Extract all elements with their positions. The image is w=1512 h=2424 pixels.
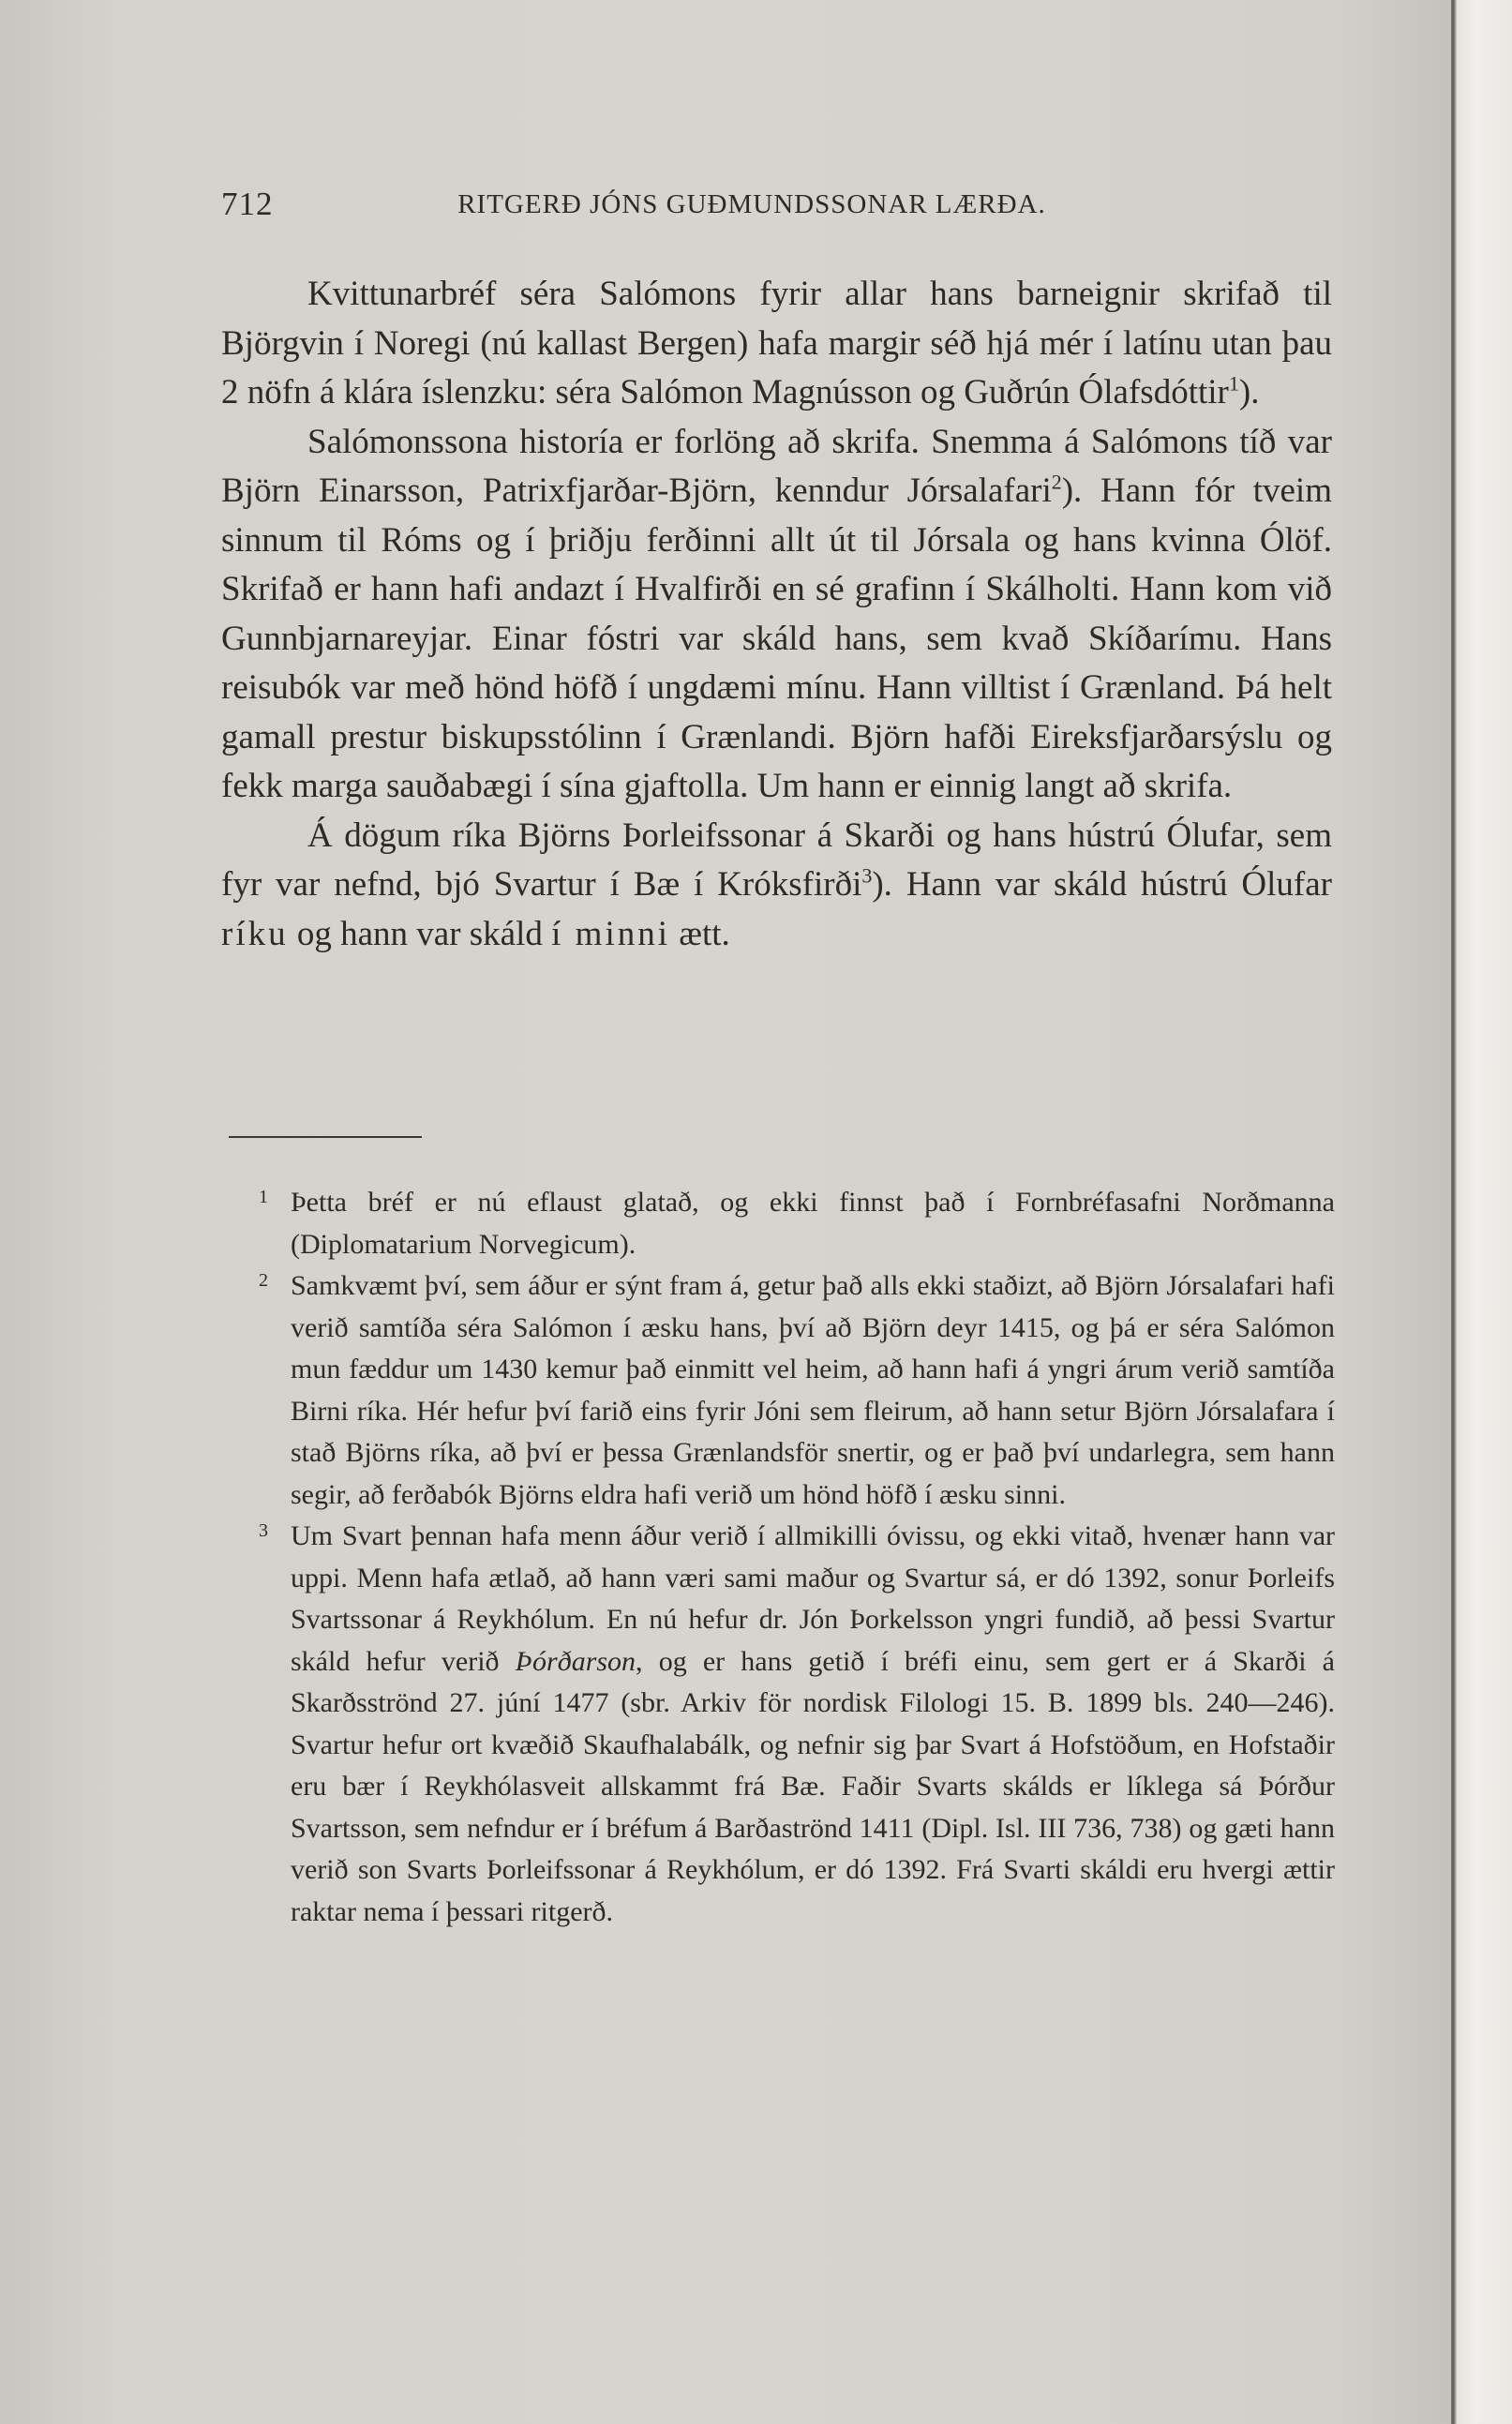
paragraph-2-end: ). Hann fór tveim sinnum til Róms og í þriðju ferðinni allt út til Jórsala og hans kvinna Ólöf. Skrifað er hann hafi andazt í Hvalfirði en sé grafinn í Skálholti. Hann kom við Gunnbjarnareyjar. Einar fóstri var skáld hans, sem kvað Skíðarímu. Hans reisubók var með hönd höfð í ungdæmi mínu. Hann villtist í Grænland. Þá helt gamall prestur biskupsstólinn í Grænlandi. Björn hafði Eireksfjarðarsýslu og fekk marga sauðabægi í sína gjaftolla. Um hann er einnig langt að skrifa. [221, 471, 1332, 805]
footnote-italic-name: Þórðarson [515, 1645, 636, 1677]
emphasis-riku: ríku [221, 914, 289, 953]
footnote-ref-1: 1 [1228, 371, 1239, 396]
footnote-text-b: , og er hans getið í bréfi einu, sem gert er á Skarði á Skarðsströnd 27. júní 1477 (sbr. Arkiv för nordisk Filologi 15. B. 1899 bls. 240—246). Svartur hefur ort kvæðið Skaufhalabálk, og nefnir sig þar Svart á Hofstöðum, en Hofstaðir eru bær í Reykhólasveit allskammt frá Bæ. Faðir Svarts skálds er líklega sá Þórður Svartsson, sem nefndur er í bréfum á Barðaströnd 1411 (Dipl. Isl. III 736, 738) og gæti hann verið son Svarts Þorleifssonar á Reykhólum, er dó 1392. Frá Svarti skáldi eru hvergi ættir raktar nema í þessari ritgerð. [291, 1645, 1335, 1927]
footnote-text-a: Um Svart þennan hafa menn áður verið í allmikilli óvissu, og ekki vitað, hvenær hann var uppi. Menn hafa ætlað, að hann væri sami maður og Svartur sá, er dó 1392, sonur Þorleifs Svartssonar á Reykhólum. En nú hefur dr. Jón Þorkelsson yngri fundið, að þessi Svartur skáld hefur verið [291, 1520, 1335, 1677]
emphasis-i-minni: í minni [551, 914, 671, 953]
footnote-ref-3: 3 [861, 863, 873, 888]
paragraph-1 [221, 270, 1332, 418]
footnote-ref-2: 2 [1051, 470, 1062, 494]
footnote-mark: 3 [259, 1520, 268, 1541]
footnote-mark: 2 [259, 1270, 268, 1291]
paragraph-3-mid2: og hann var skáld [288, 914, 552, 953]
footnote-text: Samkvæmt því, sem áður er sýnt fram á, getur það alls ekki staðizt, að Björn Jórsalafari hafi verið samtíða séra Salómon í æsku hans, því að Björn deyr 1415, og þá er séra Salómon mun fæddur um 1430 kemur það einmitt vel heim, að hann hafi á yngri árum verið samtíða Birni ríka. Hér hefur því farið eins fyrir Jóni sem fleirum, að hann setur Björn Jórsalafara í stað Björns ríka, að því er þessa Grænlandsför snertir, og er það því undarlegra, sem hann segir, að ferðabók Björns eldra hafi verið um hönd höfð í æsku sinni. [291, 1270, 1335, 1510]
paragraph-2 [221, 418, 1332, 812]
page-header [221, 186, 1170, 232]
running-title: RITGERÐ JÓNS GUÐMUNDSSONAR LÆRÐA. [457, 189, 1046, 219]
paragraph-3-start: Á dögum ríka Björns Þorleifssonar á Skarði og hans hústrú Ólufar, sem fyr var nefnd, bjó Svartur í Bæ í Króksfirði [221, 815, 1332, 904]
paragraph-3-mid: ). Hann var skáld hústrú Ólufar [872, 865, 1332, 904]
paragraph-2-start: Salómonssona historía er forlöng að skrifa. Snemma á Salómons tíð var Björn Einarsson, Patrixfjarðar-Björn, kenndur Jórsalafari [221, 422, 1332, 510]
footnote-mark: 1 [259, 1187, 268, 1207]
footnote-1 [259, 1182, 1335, 1265]
book-spine [1451, 0, 1512, 2424]
paragraph-3-end: ætt. [670, 914, 730, 953]
footnote-text: Þetta bréf er nú eflaust glatað, og ekki finnst það í Fornbréfasafni Norðmanna (Diplomatarium Norvegicum). [291, 1187, 1335, 1260]
footnotes [259, 1182, 1335, 1933]
footnote-3 [259, 1516, 1335, 1933]
footnote-divider [229, 1136, 422, 1138]
paragraph-1-end: ). [1238, 373, 1260, 411]
page-number: 712 [221, 186, 274, 222]
footnote-2 [259, 1265, 1335, 1516]
paragraph-1-text: Kvittunarbréf séra Salómons fyrir allar hans barneignir skrifað til Björgvin í Noregi (nú kallast Bergen) hafa margir séð hjá mér í latínu utan þau 2 nöfn á klára íslenzku: séra Salómon Magnússon og Guðrún Ólafsdóttir [221, 275, 1332, 411]
main-text [221, 270, 1332, 959]
paragraph-3 [221, 812, 1332, 960]
